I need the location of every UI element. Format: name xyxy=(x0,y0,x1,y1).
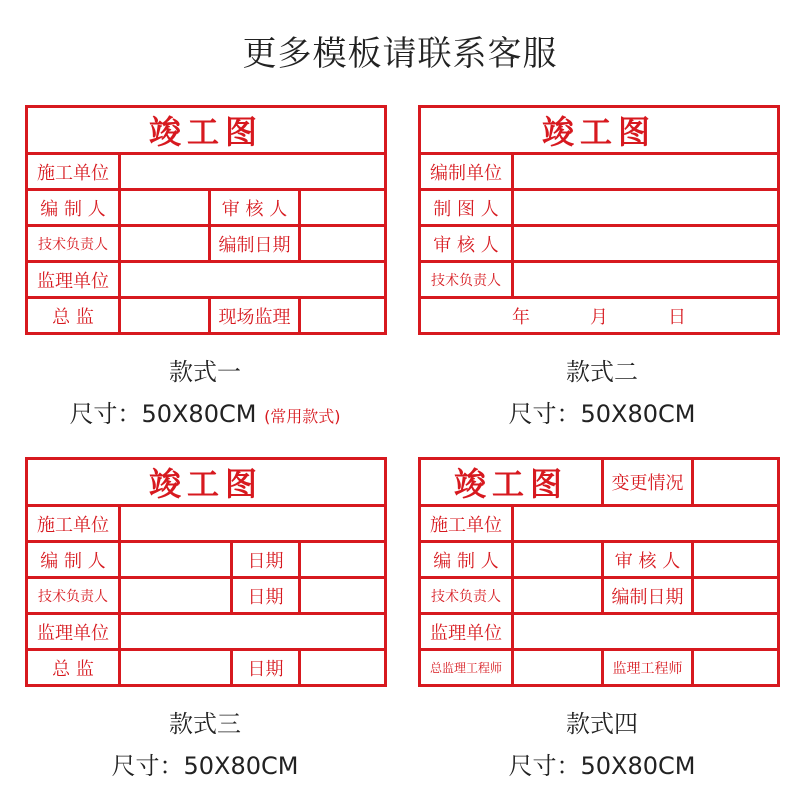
caption-style-1: 款式一 xyxy=(169,358,241,386)
size-value: 50X80CM xyxy=(580,752,696,780)
label-date: 日期 xyxy=(247,550,284,572)
size-value: 50X80CM xyxy=(580,400,696,428)
caption-style-3: 款式三 xyxy=(169,710,241,738)
stamp-title: 竣工图 xyxy=(453,465,568,503)
label-day: 日 xyxy=(668,306,686,328)
stamp-title: 竣工图 xyxy=(148,465,263,503)
size-label: 尺寸： xyxy=(508,752,581,780)
size-label: 尺寸： xyxy=(508,400,581,428)
size-style-2 xyxy=(412,394,792,429)
label-technical-lead: 技术负责人 xyxy=(431,588,501,605)
label-construction-unit: 施工单位 xyxy=(37,514,109,536)
label-date: 日期 xyxy=(247,658,284,680)
label-compiler: 编 制 人 xyxy=(40,550,106,572)
label-compile-date: 编制日期 xyxy=(218,234,291,256)
size-style-4 xyxy=(412,746,792,781)
label-reviewer: 审 核 人 xyxy=(221,198,288,220)
label-site-supervisor: 现场监理 xyxy=(218,306,291,328)
stamp-style-3 xyxy=(25,457,387,687)
label-compiler: 编 制 人 xyxy=(40,198,106,220)
size-note: (常用款式) xyxy=(264,407,341,426)
label-reviewer: 审 核 人 xyxy=(614,550,681,572)
label-technical-lead: 技术负责人 xyxy=(38,236,108,253)
size-style-1 xyxy=(15,394,395,429)
label-technical-lead: 技术负责人 xyxy=(38,588,108,605)
stamp-title: 竣工图 xyxy=(541,113,656,151)
label-chief-supervisor: 总 监 xyxy=(52,306,94,328)
label-supervision-unit: 监理单位 xyxy=(37,270,109,292)
label-compiler: 编 制 人 xyxy=(433,550,499,572)
stamp-style-1 xyxy=(25,105,387,335)
label-change-status: 变更情况 xyxy=(611,473,684,494)
label-drafter: 制 图 人 xyxy=(433,198,499,220)
size-value: 50X80CM xyxy=(141,400,257,428)
label-supervision-unit: 监理单位 xyxy=(37,622,109,644)
size-label: 尺寸： xyxy=(111,752,184,780)
date-row xyxy=(421,299,777,332)
label-chief-supervision-engineer: 总监理工程师 xyxy=(429,661,502,675)
caption-style-4: 款式四 xyxy=(566,710,638,738)
size-style-3 xyxy=(15,746,395,781)
label-compile-unit: 编制单位 xyxy=(430,162,502,184)
stamp-style-2 xyxy=(418,105,780,335)
label-construction-unit: 施工单位 xyxy=(37,162,109,184)
label-year: 年 xyxy=(512,306,530,328)
page-title: 更多模板请联系客服 xyxy=(242,34,558,74)
label-supervision-unit: 监理单位 xyxy=(430,622,502,644)
label-construction-unit: 施工单位 xyxy=(430,514,502,536)
label-reviewer: 审 核 人 xyxy=(433,234,499,256)
size-value: 50X80CM xyxy=(183,752,299,780)
size-label: 尺寸： xyxy=(69,400,142,428)
label-date: 日期 xyxy=(247,586,284,608)
label-technical-lead: 技术负责人 xyxy=(431,272,501,289)
caption-style-2: 款式二 xyxy=(566,358,638,386)
stamp-style-4 xyxy=(418,457,780,687)
label-month: 月 xyxy=(590,306,608,328)
label-chief-supervisor: 总 监 xyxy=(52,658,94,680)
label-supervision-engineer: 监理工程师 xyxy=(612,660,683,677)
stamp-title: 竣工图 xyxy=(148,113,263,151)
label-compile-date: 编制日期 xyxy=(611,586,684,608)
